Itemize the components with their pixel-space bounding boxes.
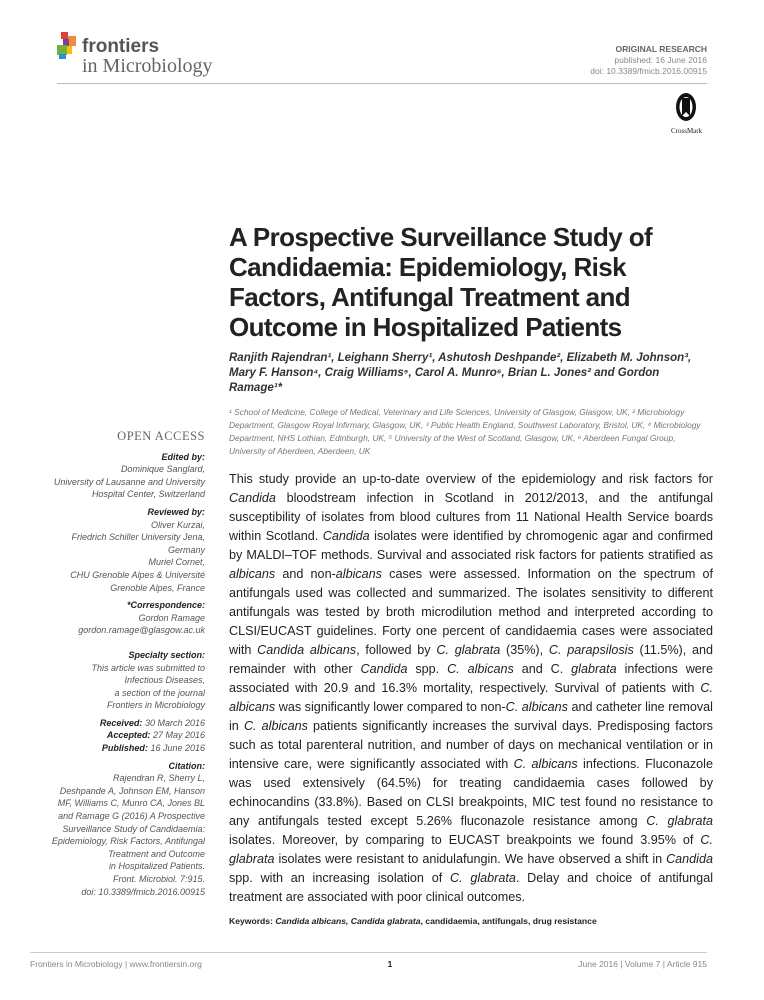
reviewed-by-heading: Reviewed by: bbox=[147, 506, 205, 517]
italic-term: C. glabrata bbox=[229, 833, 713, 866]
citation-text-line: doi: 10.3389/fmicb.2016.00915 bbox=[81, 886, 205, 897]
text-segment: isolates were resistant to anidulafungin. We have observed a shift in bbox=[274, 852, 667, 866]
article-title: A Prospective Surveillance Study of Candidaemia: Epidemiology, Risk Factors, Antifungal Treatment and Outcome in Hospitalized Patients bbox=[229, 222, 653, 342]
reviewer-info-line: CHU Grenoble Alpes & Université bbox=[70, 569, 205, 580]
reviewer-info-line: Muriel Cornet, bbox=[148, 557, 205, 568]
correspondence-info-line: Gordon Ramage bbox=[138, 612, 205, 623]
italic-term: albicans bbox=[335, 567, 382, 581]
citation-text-line: MF, Williams C, Munro CA, Jones BL bbox=[57, 798, 205, 809]
journal-logo[interactable] bbox=[57, 32, 213, 76]
crossmark-label: CrossMark bbox=[671, 127, 703, 135]
keywords bbox=[229, 915, 713, 927]
specialty-info-line: Frontiers in Microbiology bbox=[106, 700, 205, 711]
italic-term: Candida bbox=[229, 491, 276, 505]
italic-term: C. albicans bbox=[447, 662, 514, 676]
text-segment: spp. bbox=[407, 662, 448, 676]
text-segment: isolates. Moreover, by comparing to EUCAST breakpoints we found 3.95% of bbox=[229, 833, 701, 847]
article-meta bbox=[590, 44, 707, 77]
italic-term: Candida albicans, Candida glabrata bbox=[275, 916, 421, 926]
article-type: ORIGINAL RESEARCH bbox=[615, 44, 707, 54]
reviewer-info-line: Grenoble Alpes, France bbox=[110, 582, 205, 593]
text-segment: spp. with an increasing isolation of bbox=[229, 871, 450, 885]
reviewer-info-line: Oliver Kurzai, bbox=[150, 519, 205, 530]
text-segment: patients significantly increases the survival days. Predisposing factors such as total parenteral nutrition, and number of days on mechanical ventilation or in intensive care, were significantly associated with bbox=[229, 719, 713, 771]
text-segment: (11.5%), and remainder with other bbox=[229, 643, 713, 676]
citation-text-line: Front. Microbiol. 7:915. bbox=[112, 874, 205, 884]
footer-journal[interactable]: Frontiers in Microbiology | www.frontiersin.org bbox=[30, 959, 202, 969]
text-segment: and non- bbox=[275, 567, 336, 581]
citation-text-line: Epidemiology, Risk Factors, Antifungal bbox=[51, 836, 205, 847]
text-segment: infections were associated with 20.9 and 16.3% mortality, respectively. Survival of patients with bbox=[229, 662, 713, 695]
dates bbox=[15, 717, 205, 755]
citation-text-line: and Ramage G (2016) A Prospective bbox=[58, 811, 205, 822]
keywords-label: Keywords: bbox=[229, 916, 276, 926]
reviewer-info-line: Friedrich Schiller University Jena, bbox=[71, 532, 205, 543]
crossmark-badge[interactable] bbox=[671, 92, 701, 135]
page-number: 1 bbox=[387, 959, 393, 969]
header-divider bbox=[57, 83, 707, 84]
text-segment: cases were assessed. Information on the spectrum of antifungals used was collected and summarized. The isolates sensitivity to different antifungals was tested by broth microdilution method and interpreted according to CLSI/EUCAST guidelines. Forty one percent of candidaemia cases were associated with bbox=[229, 567, 713, 657]
italic-term: C. albicans bbox=[243, 719, 308, 733]
text-segment: . Delay and choice of antifungal treatment are associated with poor clinical outcomes. bbox=[229, 871, 713, 904]
citation-heading: Citation: bbox=[168, 760, 205, 771]
crossmark-icon bbox=[675, 92, 697, 122]
editor-info-line: Dominique Sanglard, bbox=[120, 464, 205, 475]
keywords-list bbox=[275, 916, 596, 926]
specialty-info-line: Infectious Diseases, bbox=[124, 675, 205, 686]
italic-term: C. glabrata bbox=[449, 871, 516, 885]
text-segment: and C. bbox=[513, 662, 572, 676]
citation-text-line: Surveillance Study of Candidaemia: bbox=[62, 823, 205, 834]
published-label: Published: bbox=[101, 743, 148, 754]
text-segment: , followed by bbox=[356, 643, 437, 657]
italic-term: glabrata bbox=[571, 662, 617, 676]
author-list: Ranjith Rajendran¹, Leighann Sherry¹, Ashutosh Deshpande², Elizabeth M. Johnson³, Mary F. Hanson⁴, Craig Williams⁵, Carol A. Munro⁶, Brian L. Jones² and Gordon Ramage¹* bbox=[229, 352, 692, 394]
italic-term: C. glabrata bbox=[436, 643, 501, 657]
italic-term: C. parapsilosis bbox=[548, 643, 634, 657]
citation-text-line: Treatment and Outcome bbox=[108, 848, 205, 859]
text-segment: was significantly lower compared to non- bbox=[275, 700, 506, 714]
abstract bbox=[229, 470, 713, 907]
page-footer bbox=[30, 952, 707, 969]
correspondence-info-line: gordon.ramage@glasgow.ac.uk bbox=[78, 625, 205, 636]
text-segment: This study provide an up-to-date overview of the epidemiology and risk factors for bbox=[229, 472, 713, 486]
published-date-side: 16 June 2016 bbox=[150, 743, 205, 754]
italic-term: C. albicans bbox=[229, 681, 713, 714]
specialty-heading: Specialty section: bbox=[128, 649, 205, 660]
open-access-label: OPEN ACCESS bbox=[117, 429, 205, 443]
text-segment: isolates were identified by chromogenic agar and confirmed by MALDI–TOF methods. Survival and associated risk factors for patients stratified as bbox=[229, 529, 713, 562]
italic-term: Candida bbox=[666, 852, 713, 866]
text-segment: and catheter line removal in bbox=[229, 700, 713, 733]
italic-term: Candida albicans bbox=[257, 643, 357, 657]
article-sidebar bbox=[15, 430, 205, 898]
frontiers-logo-icon bbox=[57, 32, 79, 60]
specialty-info-line: a section of the journal bbox=[114, 687, 205, 698]
correspondence-heading: *Correspondence: bbox=[126, 600, 205, 611]
italic-term: C. glabrata bbox=[646, 814, 713, 828]
accepted-label: Accepted: bbox=[106, 730, 151, 741]
specialty-info-line: This article was submitted to bbox=[91, 662, 205, 673]
main-column bbox=[229, 222, 713, 927]
published-date: published: 16 June 2016 bbox=[614, 55, 707, 65]
editor-info-line: Hospital Center, Switzerland bbox=[91, 489, 205, 500]
journal-name-line2: in Microbiology bbox=[82, 55, 213, 77]
reviewer-info bbox=[15, 519, 205, 595]
accepted-date: 27 May 2016 bbox=[152, 730, 205, 741]
journal-name-line1: frontiers bbox=[82, 36, 160, 57]
citation-text-line: Rajendran R, Sherry L, bbox=[112, 773, 205, 784]
text-segment: bloodstream infection in Scotland in 2012/2013, and the antifungal susceptibility of isolates from blood cultures from 11 National Health Service boards within Scotland. bbox=[229, 491, 713, 543]
text-segment: , candidaemia, antifungals, drug resistance bbox=[420, 916, 597, 926]
edited-by-heading: Edited by: bbox=[161, 451, 205, 462]
italic-term: albicans bbox=[229, 567, 276, 581]
affiliations: ¹ School of Medicine, College of Medical, Veterinary and Life Sciences, University of Glasgow, Glasgow, UK, ² Microbiology Department, Glasgow Royal Infirmary, Glasgow, UK, ³ Public Health England, Southwest Laboratory, Bristol, UK, ⁴ Microbiology Department, NHS Lothian, Edinburgh, UK, ⁵ University of the West of Scotland, Glasgow, UK, ⁶ Aberdeen Fungal Group, University of Aberdeen, Aberdeen, UK bbox=[229, 407, 701, 456]
citation-text-line: Deshpande A, Johnson EM, Hanson bbox=[59, 785, 205, 796]
italic-term: Candida bbox=[322, 529, 370, 543]
doi[interactable]: doi: 10.3389/fmicb.2016.00915 bbox=[590, 66, 707, 76]
text-segment: (35%), bbox=[500, 643, 549, 657]
citation-text-line: in Hospitalized Patients. bbox=[108, 861, 205, 872]
citation-text bbox=[15, 772, 205, 898]
editor-info-line: University of Lausanne and University bbox=[53, 476, 205, 487]
text-segment: infections. Fluconazole was used extensively (64.5%) for treating candidaemia cases followed by echinocandins (33.8%). Based on CLSI breakpoints, MIC test found no resistance to any antifungals tested except 5.26% fluconazole resistance among bbox=[229, 757, 713, 828]
received-label: Received: bbox=[99, 717, 143, 728]
italic-term: C. albicans bbox=[513, 757, 578, 771]
received-date: 30 March 2016 bbox=[144, 717, 205, 728]
reviewer-info-line: Germany bbox=[167, 544, 205, 555]
footer-issue: June 2016 | Volume 7 | Article 915 bbox=[578, 959, 707, 969]
italic-term: Candida bbox=[360, 662, 408, 676]
italic-term: C. albicans bbox=[505, 700, 568, 714]
specialty-info bbox=[15, 662, 205, 712]
correspondence-info bbox=[15, 612, 205, 637]
editor-info bbox=[15, 463, 205, 501]
